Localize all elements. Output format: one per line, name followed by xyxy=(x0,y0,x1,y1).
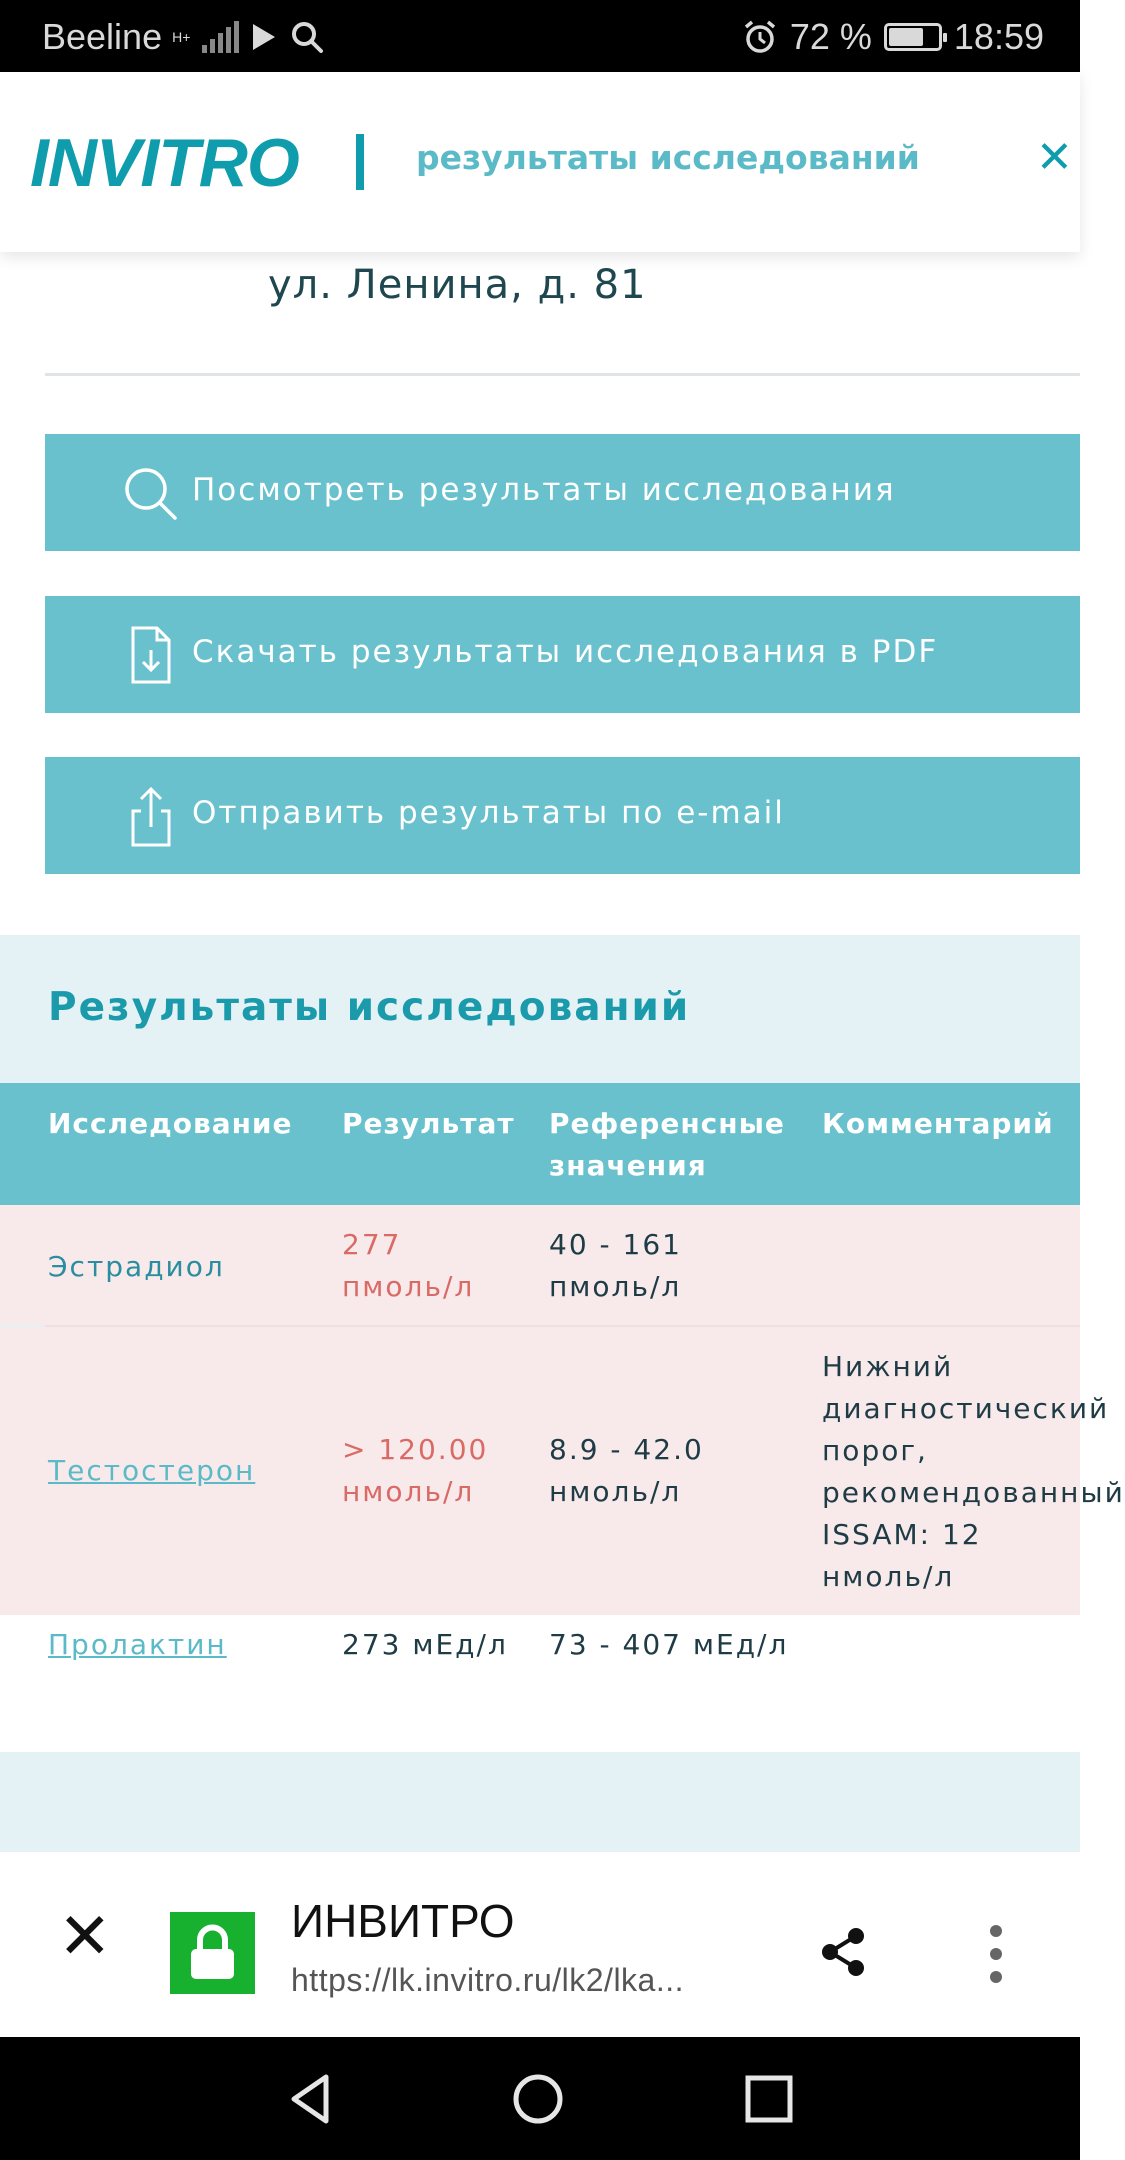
send-email-label: Отправить результаты по e-mail xyxy=(192,795,785,831)
browser-bar xyxy=(0,1852,1080,2037)
reference-range: 8.9 - 42.0 нмоль/л xyxy=(549,1433,704,1508)
url-text[interactable]: https://lk.invitro.ru/lk2/lka... xyxy=(291,1962,685,1998)
results-title: Результаты исследований xyxy=(48,985,691,1030)
carrier-name: Beeline xyxy=(42,16,163,57)
back-icon[interactable] xyxy=(286,2073,336,2125)
search-icon xyxy=(121,460,181,526)
share-icon[interactable] xyxy=(820,1926,868,1978)
test-name-link[interactable]: Пролактин xyxy=(48,1628,227,1661)
network-type: H+ xyxy=(172,29,191,45)
test-result: 273 мЕд/л xyxy=(342,1628,508,1661)
test-name: Эстрадиол xyxy=(48,1250,225,1283)
alarm-icon xyxy=(742,19,778,55)
site-title: ИНВИТРО xyxy=(291,1895,515,1947)
system-nav-bar xyxy=(0,2037,1080,2160)
close-icon[interactable]: ✕ xyxy=(1036,132,1073,183)
invitro-logo[interactable]: INVITRO xyxy=(30,125,299,201)
reference-range: 40 - 161 пмоль/л xyxy=(549,1228,682,1303)
send-email-button[interactable] xyxy=(45,757,1080,874)
view-results-button[interactable] xyxy=(45,434,1080,551)
page-title: результаты исследований xyxy=(416,138,920,177)
status-bar xyxy=(0,0,1080,72)
table-row xyxy=(0,1327,1125,1615)
column-comment: Комментарий xyxy=(822,1107,1054,1140)
test-result: 277 пмоль/л xyxy=(342,1228,475,1303)
table-row xyxy=(0,1205,1080,1325)
table-row xyxy=(0,1615,1080,1752)
column-test: Исследование xyxy=(48,1107,293,1140)
clock: 18:59 xyxy=(953,16,1044,57)
test-name-link[interactable]: Тестостерон xyxy=(48,1454,256,1487)
battery-percent: 72 % xyxy=(789,16,872,57)
divider xyxy=(45,373,1080,376)
table-header xyxy=(0,1083,1080,1205)
results-section xyxy=(0,935,1125,1853)
test-comment: Нижний диагностический порог, рекомендованный ISSAM: 12 нмоль/л xyxy=(822,1350,1125,1593)
logo-divider xyxy=(356,134,364,190)
play-icon xyxy=(249,20,279,54)
test-result: > 120.00 нмоль/л xyxy=(342,1433,489,1508)
battery-fill xyxy=(889,28,924,46)
recents-icon[interactable] xyxy=(744,2073,794,2125)
signal-icon xyxy=(202,21,239,53)
reference-range: 73 - 407 мЕд/л xyxy=(549,1628,789,1661)
lab-address: ул. Ленина, д. 81 xyxy=(268,262,647,308)
column-result: Результат xyxy=(342,1107,515,1140)
download-pdf-button[interactable] xyxy=(45,596,1080,713)
close-icon[interactable]: ✕ xyxy=(58,1900,112,1972)
share-icon xyxy=(121,783,181,849)
download-file-icon xyxy=(121,622,181,688)
site-header xyxy=(0,72,1080,252)
lock-icon[interactable] xyxy=(170,1912,255,1994)
home-icon[interactable] xyxy=(512,2073,564,2125)
more-vert-icon[interactable] xyxy=(984,1924,1008,1984)
column-reference: Референсные значения xyxy=(549,1107,785,1182)
search-icon xyxy=(289,19,325,55)
view-results-label: Посмотреть результаты исследования xyxy=(192,472,896,508)
download-pdf-label: Скачать результаты исследования в PDF xyxy=(192,634,939,670)
battery-icon xyxy=(884,23,942,51)
